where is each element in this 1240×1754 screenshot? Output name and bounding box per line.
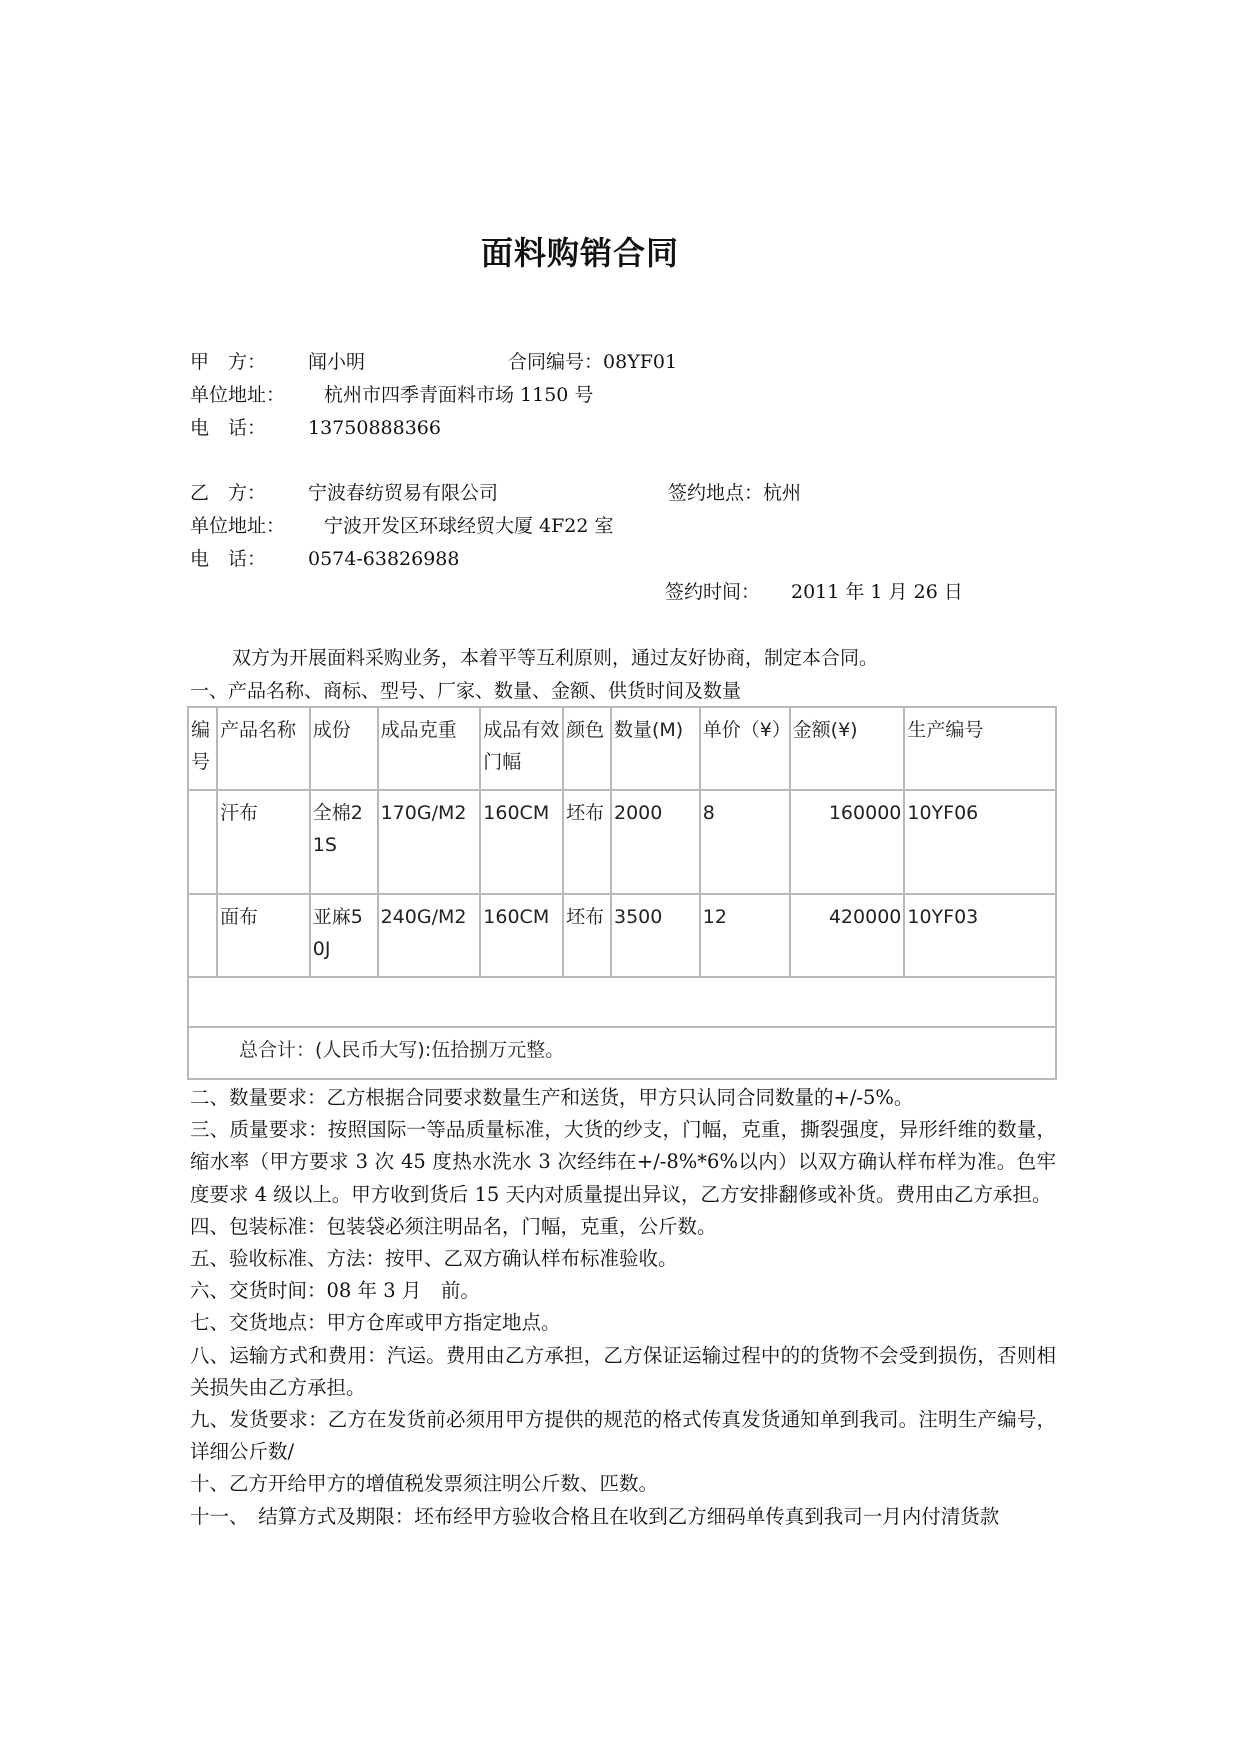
header-name: 产品名称 (217, 707, 310, 790)
cell-name: 汗布 (217, 790, 310, 894)
party-b-phone: 0574-63826988 (308, 548, 460, 570)
term-quantity: 二、数量要求：乙方根据合同要求数量生产和送货，甲方只认同合同数量的+/-5%。 (190, 1086, 914, 1109)
cell-color: 坯布 (563, 894, 611, 977)
term-acceptance: 五、验收标准、方法：按甲、乙双方确认样布标准验收。 (190, 1247, 678, 1271)
term-delivery-time: 六、交货时间：08 年 3 月 前。 (190, 1279, 480, 1303)
party-b-address-line (190, 514, 614, 538)
cell-prod-no: 10YF06 (904, 790, 1056, 894)
table-row (188, 790, 1056, 894)
cell-color: 坯布 (563, 790, 611, 894)
contract-no: 08YF01 (603, 351, 678, 373)
document-title: 面料购销合同 (480, 234, 679, 272)
cell-price: 12 (700, 894, 790, 977)
header-width: 成品有效门幅 (480, 707, 563, 790)
cell-amount: 160000 (790, 790, 905, 894)
table-header-row (188, 707, 1056, 790)
term-invoice: 十、乙方开给甲方的增值税发票须注明公斤数、匹数。 (190, 1472, 659, 1496)
intro-paragraph: 双方为开展面料采购业务，本着平等互利原则，通过友好协商，制定本合同。 (232, 647, 879, 669)
party-a-address-label: 单位地址： (190, 384, 286, 406)
section-1-title: 一、产品名称、商标、型号、厂家、数量、金额、供货时间及数量 (190, 680, 742, 702)
party-a-phone-label: 电 话： (190, 417, 267, 439)
sign-place-label: 签约地点： (668, 482, 764, 504)
party-b-line (190, 481, 801, 505)
table-row (188, 894, 1056, 977)
cell-weight: 170G/M2 (378, 790, 481, 894)
contract-no-label: 合同编号： (508, 351, 604, 373)
party-b-label: 乙 方： (190, 482, 267, 504)
sign-place: 杭州 (763, 482, 802, 504)
cell-no (188, 894, 217, 977)
party-b-address-label: 单位地址： (190, 515, 286, 537)
cell-no (188, 790, 217, 894)
empty-cell (188, 977, 1056, 1027)
term-delivery-place: 七、交货地点：甲方仓库或甲方指定地点。 (190, 1311, 561, 1335)
party-a-label: 甲 方： (190, 351, 267, 373)
header-weight: 成品克重 (378, 707, 481, 790)
header-qty: 数量(M) (611, 707, 700, 790)
party-b-phone-label: 电 话： (190, 548, 267, 570)
cell-qty: 3500 (611, 894, 700, 977)
sign-time-label: 签约时间： (665, 581, 761, 603)
party-a-phone: 13750888366 (308, 417, 441, 439)
term-transport: 八、运输方式和费用：汽运。费用由乙方承担，乙方保证运输过程中的的货物不会受到损伤，否则相关损失由乙方承担。 (190, 1343, 1056, 1399)
term-settlement: 十一、 结算方式及期限：坯布经甲方验收合格且在收到乙方细码单传真到我司一月内付清货款 (190, 1504, 1000, 1528)
term-quality: 三、质量要求：按照国际一等品质量标准，大货的纱支，门幅，克重，撕裂强度，异形纤维的数量，缩水率（甲方要求 3 次 45 度热水洗水 3 次经纬在+/-8%*6%以内）以双方确认样布样为准。色牢度要求 4 级以上。甲方收到货后 15 天内对质量提出异议，乙方安排翻修或补货。费用由乙方承担。 (190, 1118, 1056, 1206)
cell-composition: 亚麻50J (310, 894, 378, 977)
contract-terms (190, 1082, 1056, 1533)
header-prod-no: 生产编号 (904, 707, 1056, 790)
goods-table (187, 706, 1057, 1080)
table-empty-row (188, 977, 1056, 1027)
party-b-phone-line (190, 547, 459, 571)
party-a-address: 杭州市四季青面料市场 1150 号 (324, 384, 594, 406)
header-color: 颜色 (563, 707, 611, 790)
header-price: 单价（¥） (700, 707, 790, 790)
sign-time-line (665, 580, 963, 604)
party-a-phone-line (190, 416, 441, 440)
cell-amount: 420000 (790, 894, 905, 977)
term-packaging: 四、包装标准：包装袋必须注明品名，门幅，克重，公斤数。 (190, 1214, 717, 1238)
cell-width: 160CM (480, 894, 563, 977)
cell-name: 面布 (217, 894, 310, 977)
cell-composition: 全棉21S (310, 790, 378, 894)
header-composition: 成份 (310, 707, 378, 790)
header-no: 编号 (188, 707, 217, 790)
cell-width: 160CM (480, 790, 563, 894)
table-total-row (188, 1027, 1056, 1079)
cell-prod-no: 10YF03 (904, 894, 1056, 977)
sign-time: 2011 年 1 月 26 日 (791, 581, 963, 603)
total-cell: 总合计：(人民币大写):伍拾捌万元整。 (188, 1027, 1056, 1079)
term-shipping: 九、发货要求：乙方在发货前必须用甲方提供的规范的格式传真发货通知单到我司。注明生产编号，详细公斤数/ (190, 1408, 1056, 1464)
cell-price: 8 (700, 790, 790, 894)
party-a-line (190, 350, 677, 374)
party-b-name: 宁波春纺贸易有限公司 (308, 482, 499, 504)
party-a-name: 闻小明 (308, 351, 366, 373)
header-amount: 金额(¥) (790, 707, 905, 790)
party-b-address: 宁波开发区环球经贸大厦 4F22 室 (324, 515, 614, 537)
cell-qty: 2000 (611, 790, 700, 894)
party-a-address-line (190, 383, 593, 407)
cell-weight: 240G/M2 (378, 894, 481, 977)
